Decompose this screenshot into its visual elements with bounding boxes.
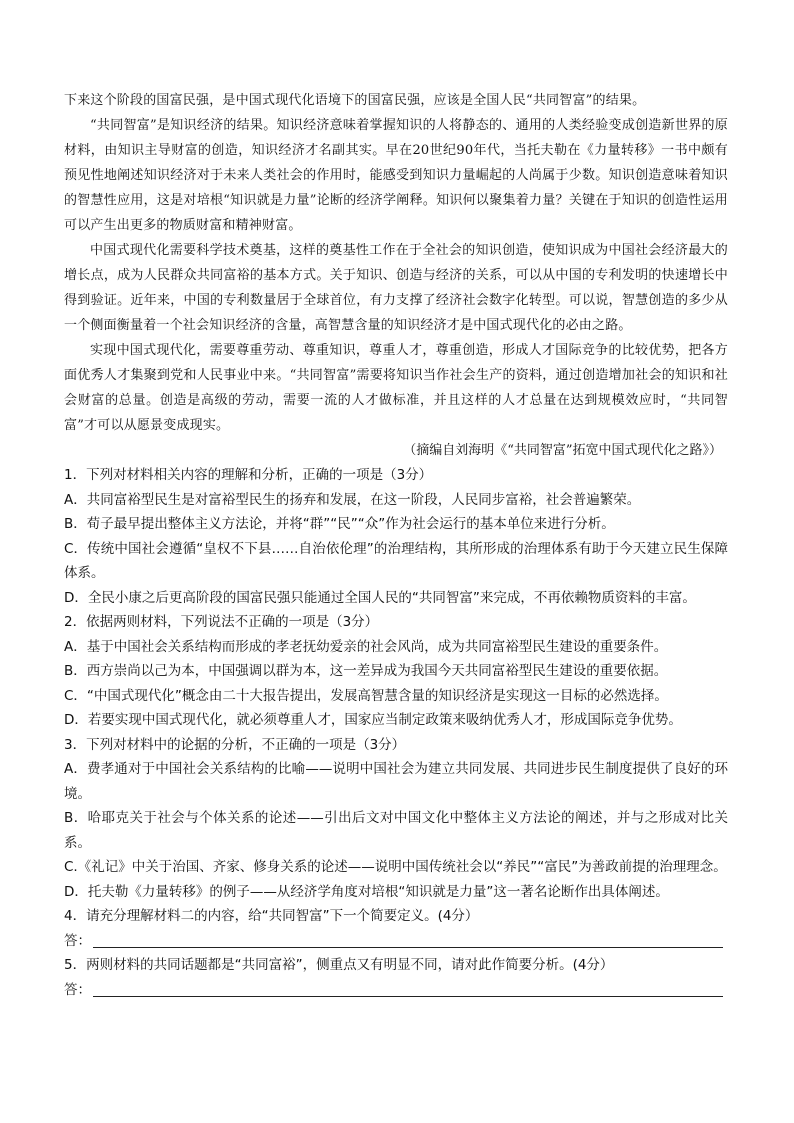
question-stem: 1．下列对材料相关内容的理解和分析，正确的一项是（3分） — [64, 467, 433, 483]
option-a: A．费孝通对于中国社会关系结构的比喻——说明中国社会为建立共同发展、共同进步民生制度提供了良好的环境。 — [64, 761, 728, 802]
question-stem: 4．请充分理解材料二的内容，给“共同智富”下一个简要定义。(4分） — [64, 908, 479, 924]
question-3 — [64, 733, 728, 905]
question-4 — [64, 904, 728, 953]
answer-line[interactable] — [64, 929, 728, 954]
passage-paragraph: 实现中国式现代化，需要尊重劳动、尊重知识，尊重人才，尊重创造，形成人才国际竞争的比较优势，把各方面优秀人才集聚到党和人民事业中来。“共同智富”需要将知识当作社会生产的资料，通过创造增加社会的知识和社会财富的总量。创造是高级的劳动，需要一流的人才做标准，并且这样的人才总量在达到规模效应时，“共同智富”才可以从愿景变成现实。 — [64, 343, 728, 433]
option-b: B．西方崇尚以己为本，中国强调以群为本，这一差异成为我国今天共同富裕型民生建设的重要依据。 — [64, 663, 668, 679]
option-d: D．全民小康之后更高阶段的国富民强只能通过全国人民的“共同智富”来完成，不再依赖物质资料的丰富。 — [64, 589, 696, 606]
option-b: B．荀子最早提出整体主义方法论，并将“群”“民”“众”作为社会运行的基本单位来进行分析。 — [64, 516, 615, 532]
answer-label: 答： — [64, 932, 91, 949]
passage-paragraph: “共同智富”是知识经济的结果。知识经济意味着掌握知识的人将静态的、通用的人类经验变成创造新世界的原材料，由知识主导财富的创造，知识经济才名副其实。早在20世纪90年代，当托夫勒在《力量转移》一书中颇有预见性地阐述知识经济对于未来人类社会的作用时，能感受到知识力量崛起的人尚属于少数。知识创造意味着知识的智慧性应用，这是对培根“知识就是力量”论断的经济学阐释。知识何以聚集着力量？关键在于知识的创造性运用可以产生出更多的物质财富和精神财富。 — [64, 118, 728, 233]
passage-paragraph: 下来这个阶段的国富民强，是中国式现代化语境下的国富民强，应该是全国人民“共同智富”的结果。 — [64, 93, 646, 108]
question-stem: 5．两则材料的共同话题都是“共同富裕”，侧重点又有明显不同，请对此作简要分析。(4分） — [64, 957, 614, 973]
reading-passage — [64, 88, 728, 463]
answer-line[interactable] — [64, 978, 728, 1003]
option-c: C．传统中国社会遵循“皇权不下县……自治依伦理”的治理结构，其所形成的治理体系有助于今天建立民生保障体系。 — [64, 540, 728, 581]
option-a: A．共同富裕型民生是对富裕型民生的扬弃和发展，在这一阶段，人民同步富裕，社会普遍繁荣。 — [64, 491, 641, 508]
option-d: D．若要实现中国式现代化，就必须尊重人才，国家应当制定政策来吸纳优秀人才，形成国际竞争优势。 — [64, 712, 682, 728]
question-2 — [64, 610, 728, 733]
option-a: A．基于中国社会关系结构而形成的孝老抚幼爱亲的社会风尚，成为共同富裕型民生建设的重要条件。 — [64, 638, 668, 655]
question-1 — [64, 463, 728, 610]
option-d: D．托夫勒《力量转移》的例子——从经济学角度对培根“知识就是力量”这一著名论断作出具体阐述。 — [64, 883, 669, 900]
option-c: C．“中国式现代化”概念由二十大报告提出，发展高智慧含量的知识经济是实现这一目标的必然选择。 — [64, 687, 668, 704]
option-b: B．哈耶克关于社会与个体关系的论述——引出后文对中国文化中整体主义方法论的阐述，并与之形成对比关系。 — [64, 810, 728, 851]
answer-label: 答： — [64, 981, 91, 998]
question-5 — [64, 953, 728, 1002]
question-stem: 3．下列对材料中的论据的分析，不正确的一项是（3分） — [64, 736, 406, 753]
option-c: C.《礼记》中关于治国、齐家、修身关系的论述——说明中国传统社会以“养民”“富民”为善政前提的治理理念。 — [64, 859, 727, 875]
passage-paragraph: 中国式现代化需要科学技术奠基，这样的奠基性工作在于全社会的知识创造，使知识成为中国社会经济最大的增长点，成为人民群众共同富裕的基本方式。关于知识、创造与经济的关系，可以从中国的专利发明的快速增长中得到验证。近年来，中国的专利数量居于全球首位，有力支撑了经济社会数字化转型。可以说，智慧创造的多少从一个侧面衡量着一个社会知识经济的含量，高智慧含量的知识经济才是中国式现代化的必由之路。 — [64, 243, 728, 333]
question-stem: 2．依据两则材料，下列说法不正确的一项是（3分） — [64, 614, 379, 630]
answer-underline[interactable] — [93, 947, 723, 948]
answer-underline[interactable] — [93, 996, 723, 997]
passage-source: （摘编自刘海明《“共同智富”拓宽中国式现代化之路》） — [403, 443, 722, 458]
